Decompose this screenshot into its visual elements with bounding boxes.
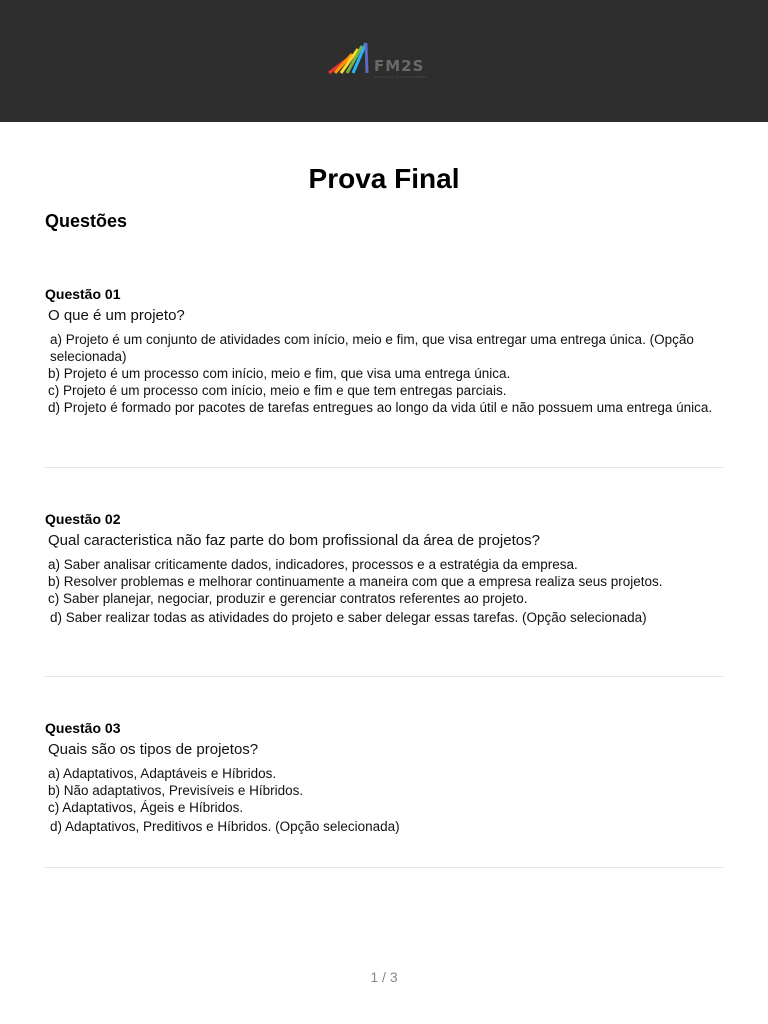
page-indicator: 1 / 3 — [370, 969, 398, 985]
question-block-02 — [45, 510, 723, 626]
option-a-selected: a) Projeto é um conjunto de atividades com início, meio e fim, que visa entregar uma entrega única. (Opção selecionada) — [50, 332, 694, 364]
option-d: d) Projeto é formado por pacotes de tarefas entregues ao longo da vida útil e não possuem uma entrega única. — [48, 400, 713, 415]
option-d-selected: d) Adaptativos, Preditivos e Híbridos. (Opção selecionada) — [50, 819, 400, 834]
option-b: b) Não adaptativos, Previsíveis e Híbridos. — [48, 783, 304, 798]
question-block-01 — [45, 285, 723, 416]
option-c: c) Saber planejar, negociar, produzir e gerenciar contratos referentes ao projeto. — [48, 591, 528, 606]
question-block-03 — [45, 719, 723, 835]
option-b: b) Resolver problemas e melhorar continuamente a maneira com que a empresa realiza seus projetos. — [48, 574, 663, 589]
question-label: Questão 02 — [45, 511, 121, 527]
question-divider — [45, 676, 723, 677]
question-divider — [45, 867, 723, 868]
question-text: Quais são os tipos de projetos? — [48, 741, 259, 758]
option-c: c) Projeto é um processo com início, meio e fim e que tem entregas parciais. — [48, 383, 507, 398]
logo-text: FM2S — [374, 57, 425, 75]
option-b: b) Projeto é um processo com início, meio e fim, que visa uma entrega única. — [48, 366, 511, 381]
option-c: c) Adaptativos, Ágeis e Híbridos. — [48, 800, 244, 815]
document-header — [0, 0, 768, 122]
question-options — [48, 331, 723, 416]
option-a: a) Saber analisar criticamente dados, indicadores, processos e a estratégia da empresa. — [48, 557, 578, 572]
logo-stripes-icon — [326, 40, 372, 80]
question-text: O que é um projeto? — [48, 307, 185, 324]
question-label: Questão 03 — [45, 720, 121, 736]
question-text: Qual caracteristica não faz parte do bom profissional da área de projetos? — [48, 532, 540, 549]
question-label: Questão 01 — [45, 286, 121, 302]
question-divider — [45, 467, 723, 468]
section-title: Questões — [45, 211, 128, 231]
document-title: Prova Final — [308, 163, 460, 194]
question-options — [48, 556, 723, 626]
question-options — [48, 765, 723, 835]
fm2s-logo — [326, 40, 436, 80]
option-a: a) Adaptativos, Adaptáveis e Híbridos. — [48, 766, 277, 781]
option-d-selected: d) Saber realizar todas as atividades do projeto e saber delegar essas tarefas. (Opção selecionada) — [50, 610, 647, 625]
logo-subtext: EDUCAÇÃO E CONSULTORIA — [374, 75, 428, 79]
